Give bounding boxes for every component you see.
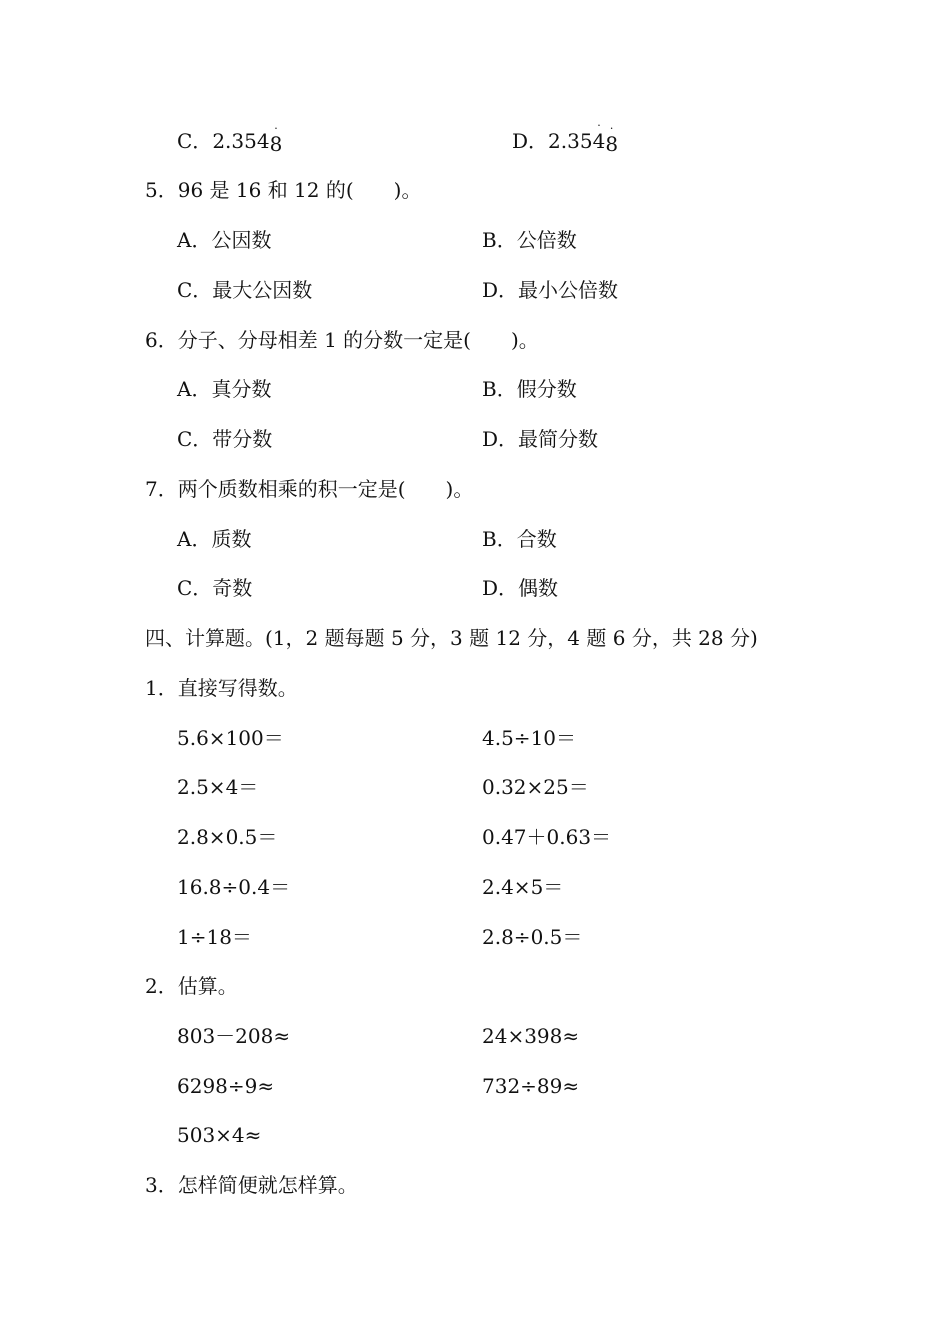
repeating-digit: · 8	[269, 122, 283, 156]
q5-option-c: C．最大公因数	[177, 278, 313, 302]
q6-option-a: A．真分数	[177, 377, 272, 401]
q6-option-b: B．假分数	[482, 377, 577, 401]
calc-item: 1÷18＝	[177, 925, 252, 949]
q4-option-c	[177, 122, 283, 156]
calc-item: 5.6×100＝	[177, 726, 284, 750]
q7-option-b: B．合数	[482, 527, 557, 551]
calc-item: 0.32×25＝	[482, 775, 589, 799]
calc1-stem: 1．直接写得数。	[145, 676, 298, 700]
repeating-digit: · 8	[605, 122, 619, 156]
calc-item: 2.5×4＝	[177, 775, 259, 799]
q7-option-a: A．质数	[177, 527, 252, 551]
q5-option-d: D．最小公倍数	[482, 278, 619, 302]
calc-item: 4.5÷10＝	[482, 726, 577, 750]
estimate-item: 803－208≈	[177, 1024, 291, 1048]
q4-option-d	[512, 119, 619, 156]
option-label: D．	[512, 129, 549, 153]
calc-item: 16.8÷0.4＝	[177, 875, 291, 899]
decimal-prefix: 2.35	[548, 129, 593, 153]
q6-option-d: D．最简分数	[482, 427, 599, 451]
calc-item: 0.47＋0.63＝	[482, 825, 612, 849]
calc-item: 2.8÷0.5＝	[482, 925, 583, 949]
q7-stem: 7．两个质数相乘的积一定是( )。	[145, 477, 474, 501]
option-label: C．	[177, 129, 213, 153]
q6-option-c: C．带分数	[177, 427, 273, 451]
q7-option-d: D．偶数	[482, 576, 559, 600]
repeating-digit: · 4	[592, 119, 606, 153]
q7-option-c: C．奇数	[177, 576, 253, 600]
repeat-dot-icon: ·	[274, 122, 278, 135]
q6-stem: 6．分子、分母相差 1 的分数一定是( )。	[145, 328, 539, 352]
calc-item: 2.4×5＝	[482, 875, 564, 899]
q5-option-a: A．公因数	[177, 228, 272, 252]
q5-stem: 5．96 是 16 和 12 的( )。	[145, 178, 422, 202]
calc2-stem: 2．估算。	[145, 974, 238, 998]
estimate-item: 24×398≈	[482, 1024, 580, 1048]
section-heading: 四、计算题。(1，2 题每题 5 分，3 题 12 分，4 题 6 分，共 28 分)	[145, 626, 758, 650]
calc-item: 2.8×0.5＝	[177, 825, 278, 849]
calc3-stem: 3．怎样简便就怎样算。	[145, 1173, 358, 1197]
estimate-item: 6298÷9≈	[177, 1074, 275, 1098]
estimate-item: 503×4≈	[177, 1123, 262, 1147]
repeat-dot-icon: ·	[597, 119, 601, 132]
decimal-prefix: 2.354	[212, 129, 270, 153]
q5-option-b: B．公倍数	[482, 228, 577, 252]
estimate-item: 732÷89≈	[482, 1074, 580, 1098]
repeat-dot-icon: ·	[609, 122, 614, 135]
